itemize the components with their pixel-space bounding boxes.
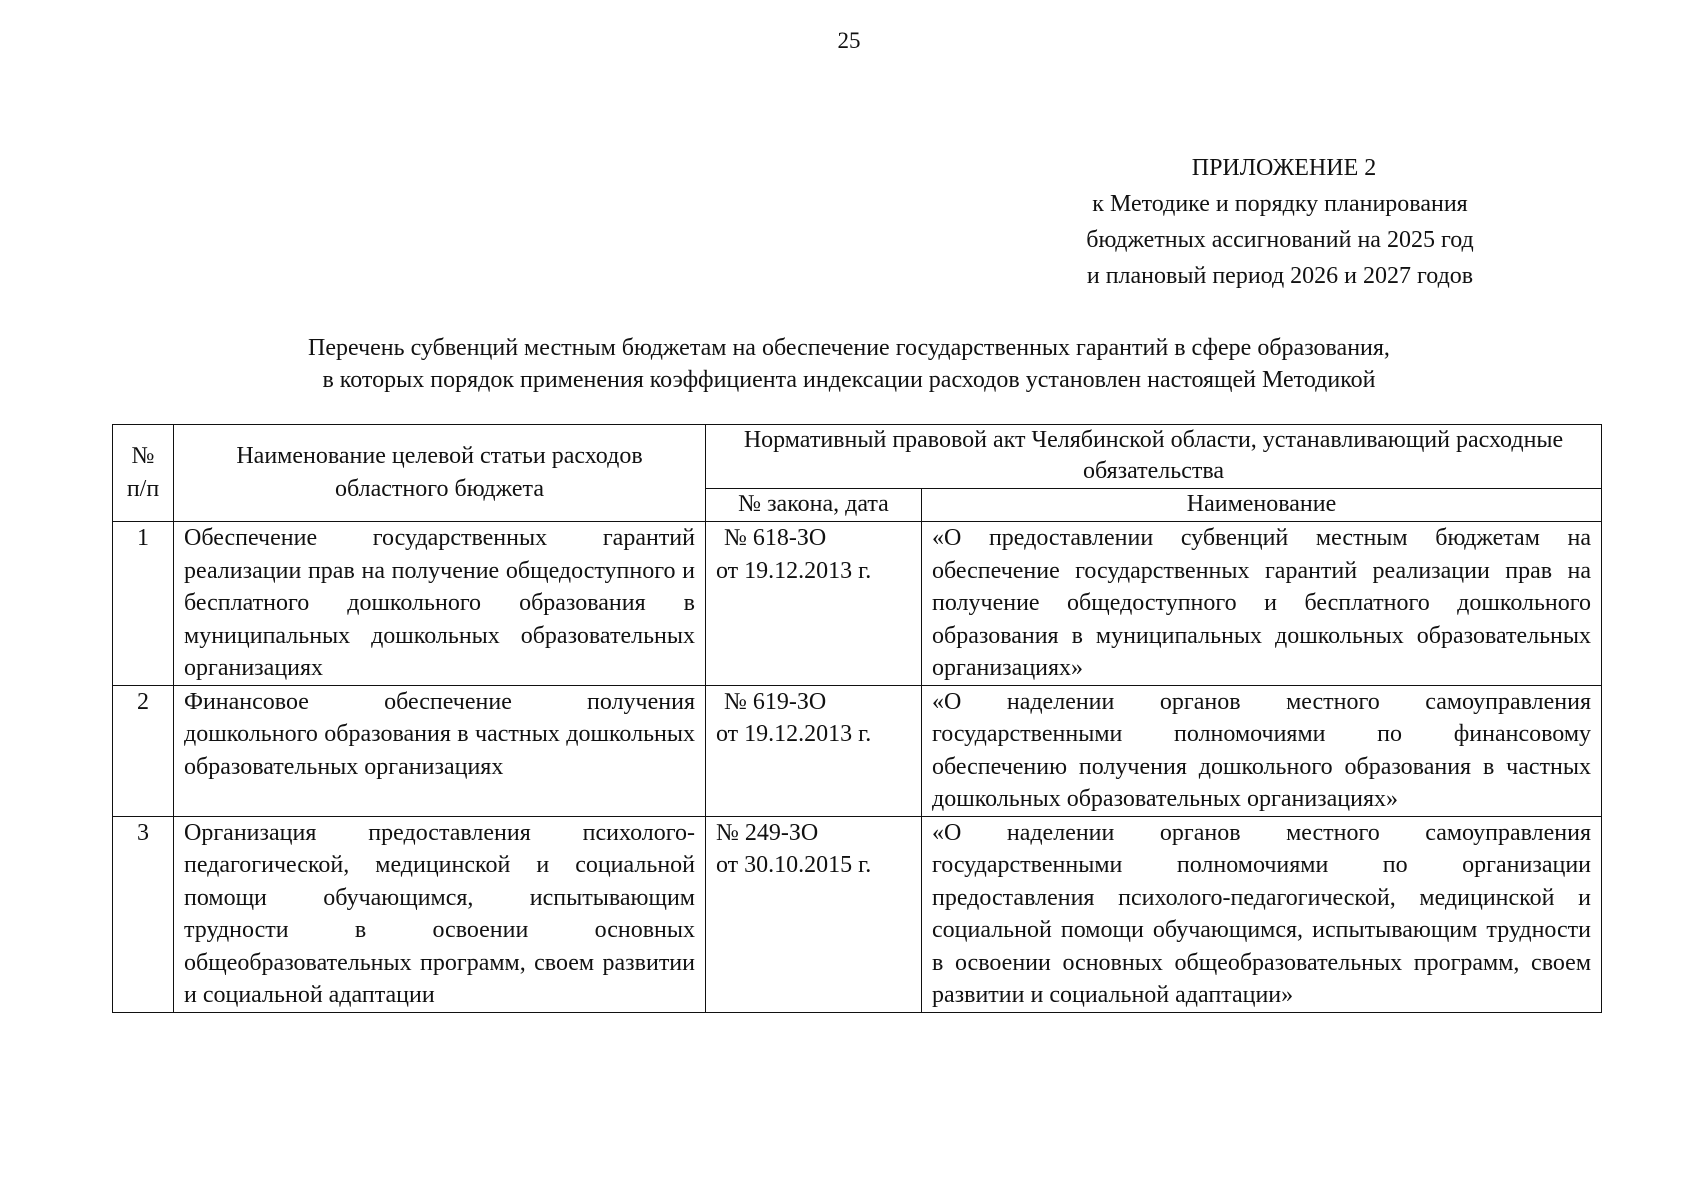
appendix-header — [1000, 150, 1560, 294]
document-title-line: в которых порядок применения коэффициента индексации расходов установлен настоящей Методикой — [322, 367, 1376, 393]
header-law-number-date: № закона, дата — [706, 489, 922, 522]
row-article: Обеспечение государственных гарантий реализации прав на получение общедоступного и бесплатного дошкольного образования в муниципальных дошкольных образовательных организациях — [174, 522, 706, 686]
table-row — [113, 816, 1602, 1012]
page-number: 25 — [837, 28, 861, 53]
appendix-line: и плановый период 2026 и 2027 годов — [1086, 263, 1474, 289]
law-number: № 619-ЗО — [724, 688, 827, 715]
row-law-name: «О наделении органов местного самоуправления государственными полномочиями по организации предоставления психолого-педагогической, медицинской и социальной помощи обучающимся, испытывающим трудности в освоении основных общеобразовательных программ, своем развитии и социальной адаптации» — [922, 816, 1602, 1012]
table-row — [113, 522, 1602, 686]
row-law — [706, 816, 922, 1012]
row-number: 1 — [113, 522, 174, 686]
appendix-line: бюджетных ассигнований на 2025 год — [1086, 227, 1474, 253]
appendix-title: ПРИЛОЖЕНИЕ 2 — [1191, 155, 1377, 181]
row-article: Организация предоставления психолого-педагогической, медицинской и социальной помощи обучающимся, испытывающим трудности в освоении основных общеобразовательных программ, своем развитии и социальной адаптации — [174, 816, 706, 1012]
header-number: № п/п — [113, 425, 174, 522]
law-number: № 249-ЗО — [716, 819, 819, 846]
document-title-line: Перечень субвенций местным бюджетам на обеспечение государственных гарантий в сфере образования, — [308, 335, 1390, 361]
law-date: от 19.12.2013 г. — [716, 721, 872, 747]
subventions-table — [112, 424, 1602, 1013]
row-law-name: «О предоставлении субвенций местным бюджетам на обеспечение государственных гарантий реализации прав на получение общедоступного и бесплатного дошкольного образования в муниципальных дошкольных образовательных организациях» — [922, 522, 1602, 686]
row-law-name: «О наделении органов местного самоуправления государственными полномочиями по финансовому обеспечению получения дошкольного образования в частных дошкольных образовательных организациях» — [922, 685, 1602, 816]
appendix-line: к Методике и порядку планирования — [1092, 191, 1468, 217]
header-law-name: Наименование — [922, 489, 1602, 522]
law-date: от 30.10.2015 г. — [716, 852, 872, 878]
row-law — [706, 685, 922, 816]
row-number: 3 — [113, 816, 174, 1012]
header-act: Нормативный правовой акт Челябинской области, устанавливающий расходные обязательства — [706, 425, 1602, 489]
header-article: Наименование целевой статьи расходов областного бюджета — [174, 425, 706, 522]
table-row — [113, 685, 1602, 816]
table-header-row — [113, 425, 1602, 489]
row-number: 2 — [113, 685, 174, 816]
law-date: от 19.12.2013 г. — [716, 557, 872, 584]
law-number: № 618-ЗО — [724, 525, 827, 551]
row-law — [706, 522, 922, 686]
row-article: Финансовое обеспечение получения дошкольного образования в частных дошкольных образовательных организациях — [174, 685, 706, 816]
document-title — [0, 332, 1698, 396]
